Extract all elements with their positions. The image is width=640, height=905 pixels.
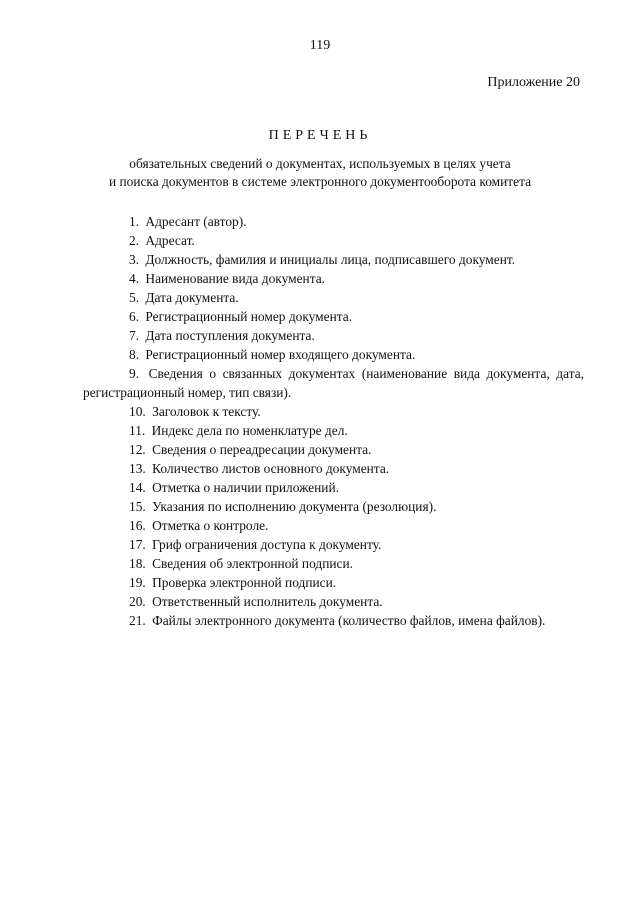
list-item bbox=[83, 402, 584, 421]
page-number: 119 bbox=[309, 38, 331, 53]
list-item bbox=[83, 326, 584, 345]
document-subtitle bbox=[0, 155, 640, 191]
item-text: Регистрационный номер документа. bbox=[145, 309, 353, 324]
item-number: 18. bbox=[129, 556, 146, 571]
item-text: Регистрационный номер входящего документа. bbox=[145, 347, 416, 362]
item-text: Количество листов основного документа. bbox=[152, 461, 390, 476]
list-item bbox=[83, 364, 584, 402]
item-text: Указания по исполнению документа (резолюция). bbox=[152, 499, 437, 514]
item-number: 9. bbox=[129, 366, 140, 381]
item-number: 13. bbox=[129, 461, 146, 476]
document-title: ПЕРЕЧЕНЬ bbox=[268, 128, 372, 143]
item-text: Наименование вида документа. bbox=[145, 271, 326, 286]
list-item bbox=[83, 269, 584, 288]
item-number: 5. bbox=[129, 290, 140, 305]
item-number: 10. bbox=[129, 404, 146, 419]
list-item bbox=[83, 440, 584, 459]
item-number: 12. bbox=[129, 442, 146, 457]
item-number: 21. bbox=[129, 613, 146, 628]
list-item bbox=[83, 592, 584, 611]
item-number: 16. bbox=[129, 518, 146, 533]
item-number: 7. bbox=[129, 328, 140, 343]
list-item bbox=[83, 478, 584, 497]
item-number: 3. bbox=[129, 252, 140, 267]
item-number: 4. bbox=[129, 271, 140, 286]
item-text: Сведения о переадресации документа. bbox=[152, 442, 372, 457]
item-number: 17. bbox=[129, 537, 146, 552]
item-number: 6. bbox=[129, 309, 140, 324]
item-text: Отметка о контроле. bbox=[152, 518, 269, 533]
list-item bbox=[83, 573, 584, 592]
list-item bbox=[83, 288, 584, 307]
item-text: Файлы электронного документа (количество файлов, имена файлов). bbox=[152, 613, 546, 628]
item-text: Адресат. bbox=[145, 233, 195, 248]
item-number: 19. bbox=[129, 575, 146, 590]
list-item bbox=[83, 345, 584, 364]
item-text: Проверка электронной подписи. bbox=[152, 575, 337, 590]
list-item bbox=[83, 535, 584, 554]
item-text: Дата поступления документа. bbox=[145, 328, 315, 343]
list-item bbox=[83, 231, 584, 250]
item-text: Адресант (автор). bbox=[145, 214, 247, 229]
item-text: Ответственный исполнитель документа. bbox=[152, 594, 383, 609]
list-item bbox=[83, 554, 584, 573]
item-text: Сведения о связанных документах (наименование вида документа, дата, регистрационный номер, тип связи). bbox=[83, 366, 584, 400]
item-number: 2. bbox=[129, 233, 140, 248]
list-item bbox=[83, 250, 584, 269]
item-text: Дата документа. bbox=[145, 290, 239, 305]
list-item bbox=[83, 459, 584, 478]
list-item bbox=[83, 421, 584, 440]
item-number: 20. bbox=[129, 594, 146, 609]
item-number: 1. bbox=[129, 214, 140, 229]
item-text: Должность, фамилия и инициалы лица, подписавшего документ. bbox=[145, 252, 516, 267]
requirements-list bbox=[83, 212, 584, 630]
item-number: 11. bbox=[129, 423, 146, 438]
list-item bbox=[83, 516, 584, 535]
list-item bbox=[83, 611, 584, 630]
item-text: Заголовок к тексту. bbox=[152, 404, 261, 419]
item-text: Индекс дела по номенклатуре дел. bbox=[151, 423, 348, 438]
item-number: 15. bbox=[129, 499, 146, 514]
subtitle-line: обязательных сведений о документах, используемых в целях учета bbox=[129, 156, 511, 171]
item-number: 8. bbox=[129, 347, 140, 362]
item-number: 14. bbox=[129, 480, 146, 495]
item-text: Гриф ограничения доступа к документу. bbox=[152, 537, 382, 552]
item-text: Сведения об электронной подписи. bbox=[152, 556, 353, 571]
subtitle-line: и поиска документов в системе электронного документооборота комитета bbox=[108, 174, 532, 189]
list-item bbox=[83, 212, 584, 231]
item-text: Отметка о наличии приложений. bbox=[152, 480, 339, 495]
list-item bbox=[83, 307, 584, 326]
appendix-label: Приложение 20 bbox=[487, 75, 580, 90]
list-item bbox=[83, 497, 584, 516]
